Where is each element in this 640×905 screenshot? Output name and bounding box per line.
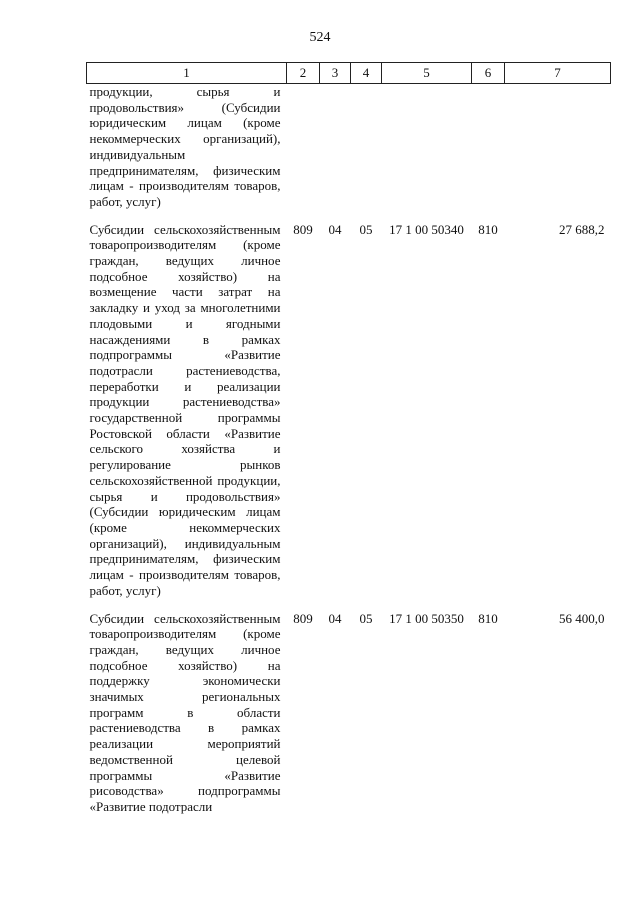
expense-type-code: 810 — [478, 221, 498, 237]
target-article-code: 17 1 00 50340 — [389, 221, 464, 237]
amount — [505, 84, 611, 210]
table-row — [87, 222, 611, 599]
subsection-code: 05 — [359, 610, 373, 626]
section-code — [320, 84, 351, 210]
column-header: 3 — [320, 63, 351, 84]
table-row — [87, 84, 611, 210]
page-number: 524 — [309, 30, 331, 45]
table-row — [87, 611, 611, 815]
amount: 27 688,2 — [559, 221, 605, 237]
section-code: 04 — [328, 610, 342, 626]
ministry-code: 809 — [293, 610, 313, 626]
subsection-code: 05 — [359, 221, 373, 237]
row-description: продукции, сырья и продовольствия» (Субсидии юридическим лицам (кроме некоммерческих организаций), индивидуальным предпринимателям, физическим лицам - производителям товаров, работ, услуг) — [89, 84, 281, 209]
section-code: 04 — [328, 221, 342, 237]
expense-type-code: 810 — [478, 610, 498, 626]
header-row — [87, 63, 611, 84]
column-header: 5 — [382, 63, 472, 84]
column-header: 1 — [87, 63, 287, 84]
row-description: Субсидии сельскохозяйственным товаропроизводителям (кроме граждан, ведущих личное подсобное хозяйство) на поддержку экономически значимых региональных программ в области растениеводства в рамках реализации мероприятий ведомственной целевой программы «Развитие рисоводства» подпрограммы «Развитие подотрасли — [89, 610, 281, 814]
row-description: Субсидии сельскохозяйственным товаропроизводителям (кроме граждан, ведущих личное подсобное хозяйство) на возмещение части затрат на закладку и уход за многолетними плодовыми и ягодными насаждениями в рамках подпрограммы «Развитие подотрасли растениеводства, переработки и реализации продукции растениеводства» государственной программы Ростовской области «Развитие сельского хозяйства и регулирование рынков сельскохозяйственной продукции, сырья и продовольствия» (Субсидии юридическим лицам (кроме некоммерческих организаций), индивидуальным предпринимателям, физическим лицам - производителям товаров, работ, услуг) — [89, 221, 281, 598]
target-article-code — [382, 84, 472, 210]
ministry-code: 809 — [293, 221, 313, 237]
budget-table — [86, 62, 611, 815]
subsection-code — [351, 84, 382, 210]
column-header: 4 — [351, 63, 382, 84]
column-header: 2 — [287, 63, 320, 84]
column-header: 6 — [472, 63, 505, 84]
expense-type-code — [472, 84, 505, 210]
ministry-code — [287, 84, 320, 210]
amount: 56 400,0 — [559, 610, 605, 626]
target-article-code: 17 1 00 50350 — [389, 610, 464, 626]
column-header: 7 — [505, 63, 611, 84]
